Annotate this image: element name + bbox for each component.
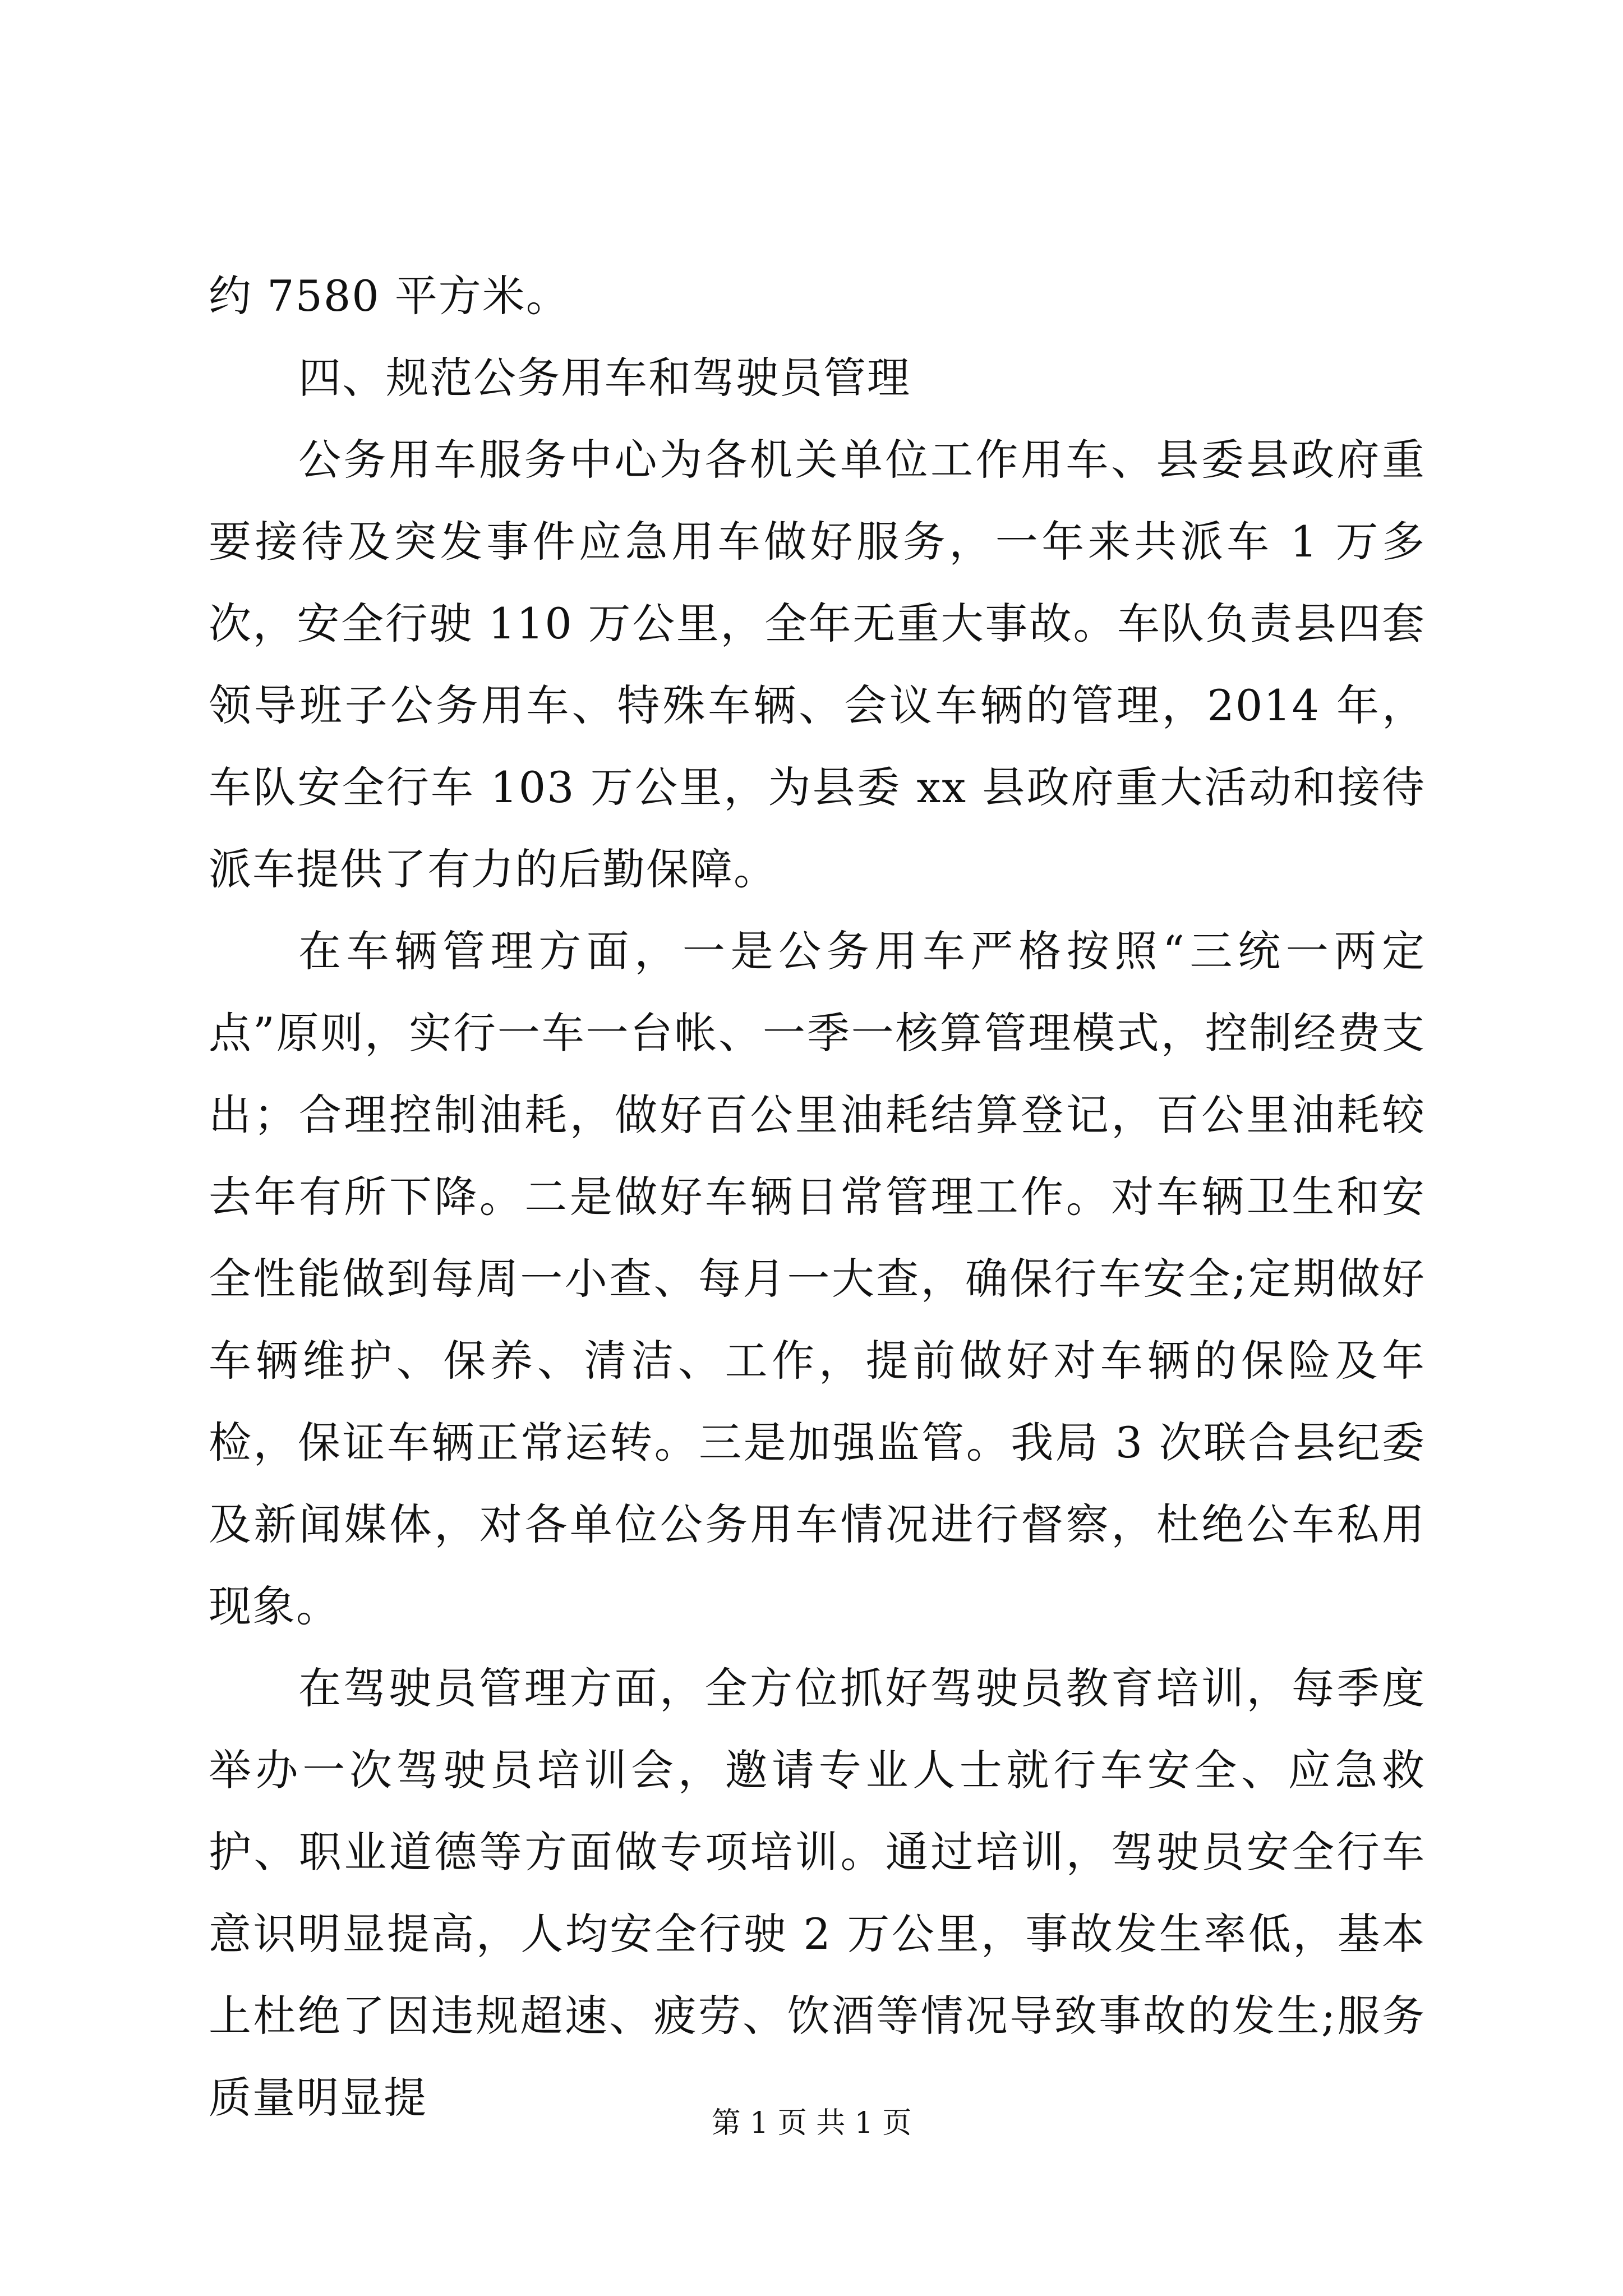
document-body bbox=[209, 255, 1426, 2139]
section-heading-vehicle-management: 四、规范公务用车和驾驶员管理 bbox=[298, 353, 911, 403]
paragraph-area-end: 约 7580 平方米。 bbox=[209, 271, 570, 321]
paragraph-service-center: 公务用车服务中心为各机关单位工作用车、县委县政府重要接待及突发事件应急用车做好服务，一年来共派车 1 万多次，安全行驶 110 万公里，全年无重大事故。车队负责县四套领导班子公务用车、特殊车辆、会议车辆的管理，2014 年，车队安全行车 103 万公里，为县委 xx 县政府重大活动和接待派车提供了有力的后勤保障。 bbox=[209, 435, 1426, 894]
paragraph-vehicle-management: 在车辆管理方面，一是公务用车严格按照“三统一两定点”原则，实行一车一台帐、一季一核算管理模式，控制经费支出；合理控制油耗，做好百公里油耗结算登记，百公里油耗较去年有所下降。二是做好车辆日常管理工作。对车辆卫生和安全性能做到每周一小查、每月一大查，确保行车安全;定期做好车辆维护、保养、清洁、工作，提前做好对车辆的保险及年检，保证车辆正常运转。三是加强监管。我局 3 次联合县纪委及新闻媒体，对各单位公务用车情况进行督察，杜绝公车私用现象。 bbox=[209, 926, 1426, 1631]
page-footer: 第 1 页 共 1 页 bbox=[711, 2106, 912, 2140]
paragraph-driver-management: 在驾驶员管理方面，全方位抓好驾驶员教育培训，每季度举办一次驾驶员培训会，邀请专业人士就行车安全、应急救护、职业道德等方面做专项培训。通过培训，驾驶员安全行车意识明显提高，人均安全行驶 2 万公里，事故发生率低，基本上杜绝了因违规超速、疲劳、饮酒等情况导致事故的发生;服务质量明显提 bbox=[209, 1663, 1426, 2123]
